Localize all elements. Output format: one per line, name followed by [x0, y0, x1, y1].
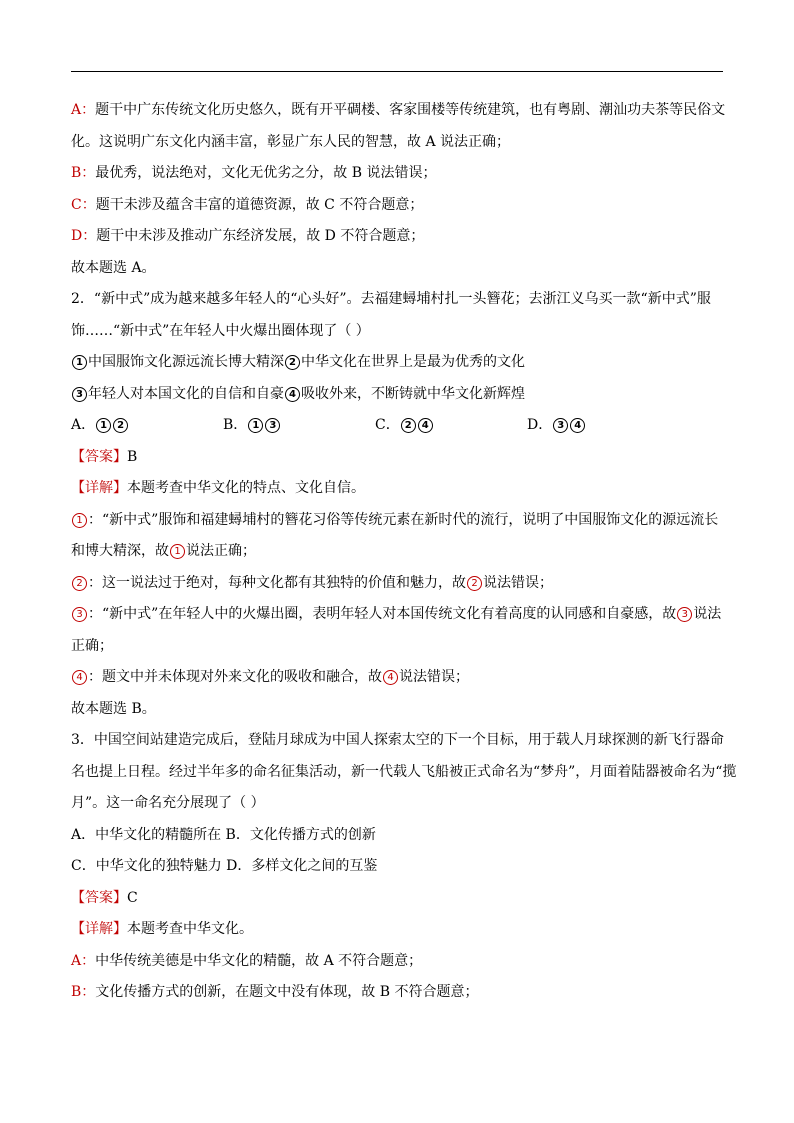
q3-stem-line2: 名也提上日程。经过半年多的命名征集活动，新一代载人飞船被正式命名为“梦舟”，月面着陆器被命名为“揽 [71, 763, 737, 780]
circled-number-4: 4 [285, 387, 300, 402]
detail-label: 【详解】 [71, 921, 127, 937]
circled-number-3: 3 [553, 418, 568, 433]
circled-number-4: 4 [72, 670, 87, 685]
analysis-text: 题干未涉及蕴含丰富的道德资源，故 C 不符合题意； [95, 196, 424, 213]
q3-options-cd[interactable]: C．中华文化的独特魅力 D．多样文化之间的互鉴 [71, 858, 378, 874]
q2-answer [71, 442, 723, 474]
circled-number-1: 1 [96, 418, 111, 433]
explain-text: ：“新中式”在年轻人中的火爆出圈，表明年轻人对本国传统文化有着高度的认同感和自豪感，故 [88, 606, 677, 622]
q2-explain-3-line2: 正确； [71, 637, 113, 654]
q1-analysis-b [71, 158, 723, 190]
q3-analysis-a [71, 946, 723, 978]
circled-number-3: 3 [265, 418, 280, 433]
analysis-text: 题干中广东传统文化历史悠久，既有开平碉楼、客家围楼等传统建筑，也有粤剧、潮汕功夫茶等民俗文 [95, 102, 726, 118]
option-marker: B： [71, 984, 96, 1000]
q3-analysis-b [71, 977, 723, 1009]
q2-option-a[interactable] [71, 410, 223, 442]
explain-text: ：这一说法过于绝对，每种文化都有其独特的价值和魅力，故 [88, 574, 466, 591]
q3-stem-line1: 3．中国空间站建造完成后，登陆月球成为中国人探索太空的下一个目标，用于载人月球探测的新飞行器命 [71, 732, 724, 748]
circled-number-1: 1 [248, 418, 263, 433]
q3-answer [71, 883, 723, 915]
answer-label: 【答案】 [71, 448, 127, 465]
option-label: A． [71, 417, 96, 433]
option-label: D． [527, 417, 553, 433]
explain-text: 说法错误； [483, 574, 553, 591]
option-marker: C： [71, 196, 96, 213]
explain-text: ：题文中并未体现对外来文化的吸收和融合，故 [88, 669, 382, 685]
q2-statements-34 [71, 379, 723, 411]
analysis-text: 最优秀，说法绝对，文化无优劣之分，故 B 说法错误； [95, 165, 437, 181]
option-marker: D： [71, 228, 97, 244]
answer-label: 【答案】 [71, 889, 127, 906]
option-marker: A： [71, 102, 96, 118]
q3-detail [71, 914, 723, 946]
answer-value: C [127, 889, 138, 906]
statement-text: 中华文化在世界上是最为优秀的文化 [301, 354, 525, 370]
circled-number-1: 1 [170, 544, 185, 559]
circled-number-4: 4 [418, 418, 433, 433]
q3-stem-line3: 月”。这一命名充分展现了（ ） [71, 795, 265, 811]
circled-number-4: 4 [570, 418, 585, 433]
document-body [71, 95, 737, 1009]
q3-options-ab[interactable]: A．中华文化的精髓所在 B．文化传播方式的创新 [71, 826, 376, 843]
q2-options [71, 410, 723, 442]
q2-option-c[interactable] [375, 410, 527, 442]
explain-text: 说法正确； [186, 543, 256, 559]
statement-text: 中国服饰文化源远流长博大精深 [88, 354, 284, 370]
circled-number-2: 2 [401, 418, 416, 433]
detail-text: 本题考查中华文化的特点、文化自信。 [127, 480, 365, 496]
analysis-text: 题干中未涉及推动广东经济发展，故 D 不符合题意； [96, 228, 425, 244]
q1-conclusion: 故本题选 A。 [71, 259, 156, 276]
option-label: B． [223, 417, 248, 433]
circled-number-3: 3 [72, 607, 87, 622]
q2-option-b[interactable] [223, 410, 375, 442]
circled-number-3: 3 [677, 607, 692, 622]
q1-analysis-a-line2: 化。这说明广东文化内涵丰富，彰显广东人民的智慧，故 A 说法正确； [71, 133, 511, 150]
q2-conclusion: 故本题选 B。 [71, 700, 156, 717]
option-marker: A： [71, 952, 96, 969]
detail-label: 【详解】 [71, 480, 127, 496]
circled-number-2: 2 [285, 355, 300, 370]
q1-analysis-d [71, 221, 723, 253]
q1-analysis-c [71, 190, 723, 222]
q2-explain-4 [71, 662, 723, 694]
option-marker: B： [71, 165, 96, 181]
q2-explain-1-line1 [71, 505, 723, 537]
circled-number-1: 1 [72, 513, 87, 528]
explain-text: ：“新中式”服饰和福建蟳埔村的簪花习俗等传统元素在新时代的流行，说明了中国服饰文化的源远流长 [88, 511, 719, 528]
circled-number-2: 2 [467, 576, 482, 591]
circled-number-1: 1 [72, 355, 87, 370]
explain-text: 和博大精深，故 [71, 543, 169, 559]
circled-number-2: 2 [113, 418, 128, 433]
q2-detail [71, 473, 723, 505]
header-rule [71, 71, 723, 72]
q2-stem-line2: 饰……“新中式”在年轻人中火爆出圈体现了（ ） [71, 322, 370, 339]
statement-text: 吸收外来，不断铸就中华文化新辉煌 [301, 385, 525, 402]
analysis-text: 文化传播方式的创新，在题文中没有体现，故 B 不符合题意； [95, 984, 479, 1000]
circled-number-3: 3 [72, 387, 87, 402]
explain-text: 说法错误； [399, 669, 469, 685]
circled-number-2: 2 [72, 576, 87, 591]
q2-explain-3-line1 [71, 599, 723, 631]
analysis-text: 中华传统美德是中华文化的精髓，故 A 不符合题意； [95, 952, 423, 969]
q2-stem-line1: 2．“新中式”成为越来越多年轻人的“心头好”。去福建蟳埔村扎一头簪花；去浙江义乌买一款“新中式”服 [71, 291, 711, 307]
statement-text: 年轻人对本国文化的自信和自豪 [88, 385, 284, 402]
q2-explain-1-line2 [71, 536, 723, 568]
explain-text: 说法 [693, 606, 722, 622]
answer-value: B [127, 448, 138, 465]
q2-option-d[interactable] [527, 410, 679, 442]
circled-number-4: 4 [383, 670, 398, 685]
option-label: C． [375, 417, 400, 433]
q2-explain-2 [71, 568, 723, 600]
detail-text: 本题考查中华文化。 [127, 921, 253, 937]
q2-statements-12 [71, 347, 723, 379]
q1-analysis-a-line1 [71, 95, 726, 127]
